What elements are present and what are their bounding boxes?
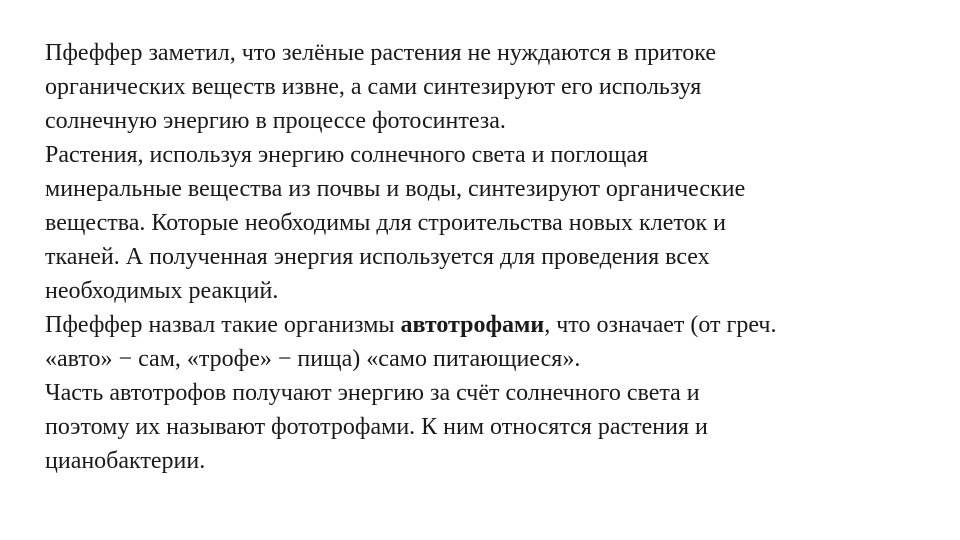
term-autotrophs: автотрофами: [400, 312, 545, 338]
paragraph-phototrophs: [45, 376, 925, 478]
text-line: минеральные вещества из почвы и воды, синтезируют органические: [45, 176, 746, 202]
text-line: необходимых реакций.: [45, 278, 279, 304]
text-line: тканей. А полученная энергия используется для проведения всех: [45, 244, 710, 270]
slide-text-block: [45, 36, 925, 478]
text-line: Пфеффер заметил, что зелёные растения не нуждаются в притоке: [45, 40, 716, 66]
text-line: [45, 308, 925, 342]
paragraph-plants-synthesis: [45, 138, 925, 308]
text-line: Часть автотрофов получают энергию за счёт солнечного света и: [45, 380, 700, 406]
text-segment: Пфеффер назвал такие организмы: [45, 312, 401, 338]
text-line: поэтому их называют фототрофами. К ним относятся растения и: [45, 414, 708, 440]
text-line: Растения, используя энергию солнечного света и поглощая: [45, 142, 649, 168]
text-line: вещества. Которые необходимы для строительства новых клеток и: [45, 210, 727, 236]
text-line: цианобактерии.: [45, 448, 206, 474]
text-segment: , что означает (от греч.: [544, 312, 777, 338]
text-line: «авто» − сам, «трофе» − пища) «само питающиеся».: [45, 346, 581, 372]
text-line: органических веществ извне, а сами синтезируют его используя: [45, 74, 702, 100]
paragraph-pfeffer-observation: [45, 36, 925, 138]
paragraph-autotrophs-definition: [45, 308, 925, 376]
text-line: солнечную энергию в процессе фотосинтеза.: [45, 108, 506, 134]
